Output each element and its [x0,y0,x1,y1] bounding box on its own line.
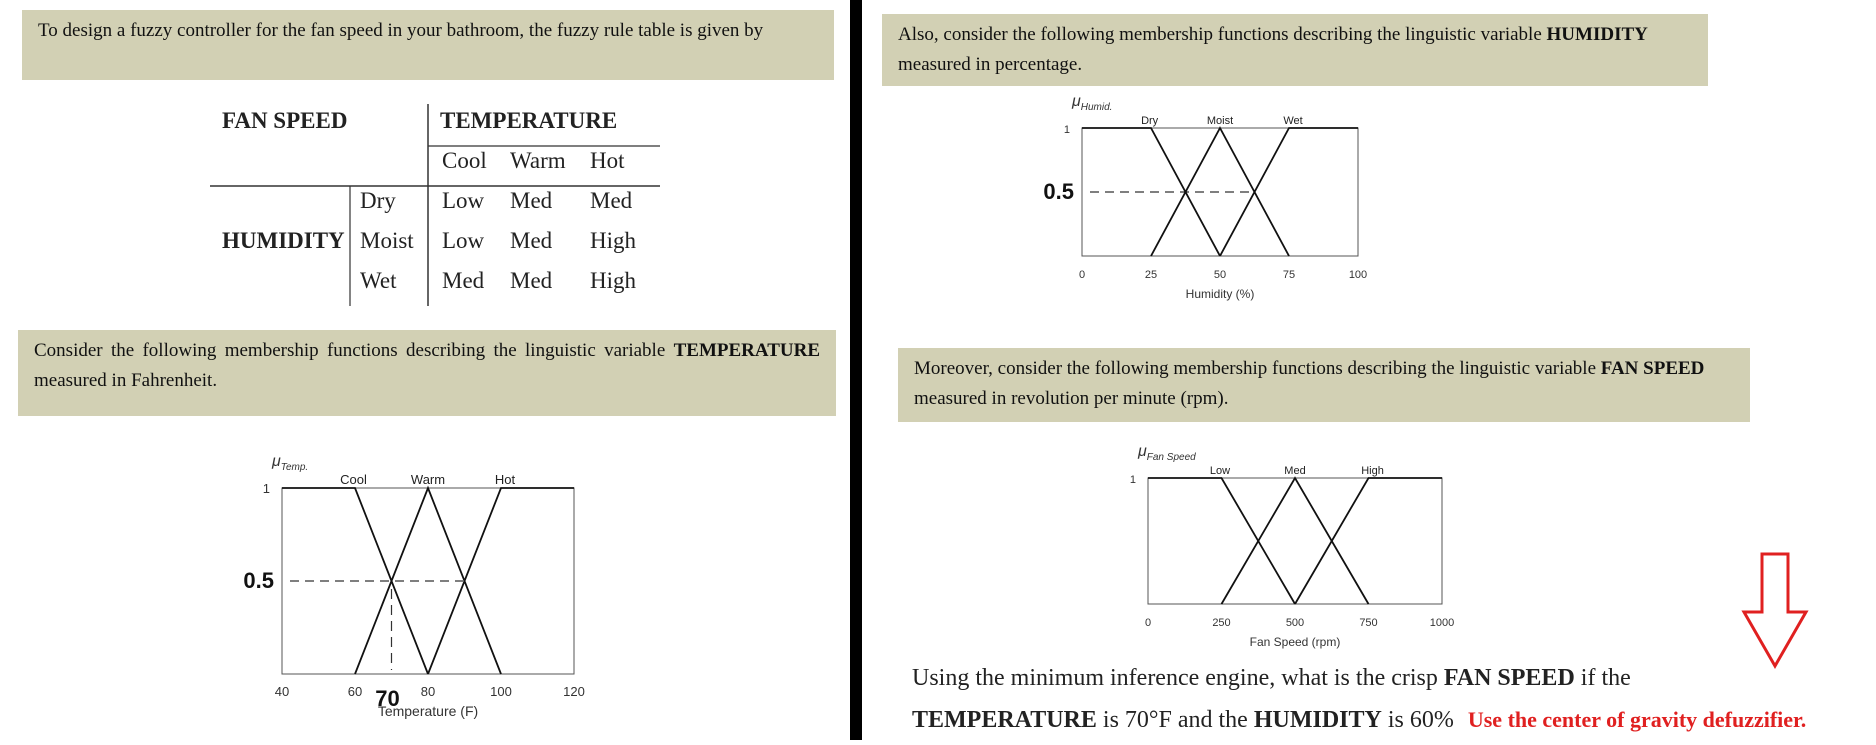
table-cell: High [590,268,636,293]
question-part: is 60% [1387,707,1454,733]
humidity-text-end: measured in percentage. [898,54,1083,75]
series-label: Dry [1141,115,1159,127]
humidity-text: Also, consider the following membership functions describing the linguistic variable [898,24,1542,45]
membership-line-hot [428,488,574,674]
x-tick-label: 1000 [1429,617,1455,629]
x-tick-label: 100 [490,684,512,699]
series-label: Low [1209,465,1231,477]
table-cell: High [590,228,636,253]
level-label: 0.5 [1043,179,1074,204]
plot-frame [1148,478,1442,604]
temperature-text-end: measured in Fahrenheit. [34,370,218,391]
x-tick-label: 750 [1359,617,1378,629]
membership-chart-svg [1102,440,1542,668]
fan-speed-banner [898,348,1750,422]
x-tick-label: 0 [1144,617,1152,629]
question-fan-speed: FAN SPEED [1443,665,1575,691]
table-cell: Med [510,188,553,213]
x-axis-label: Fan Speed (rpm) [1249,635,1341,649]
table-cell: Med [590,188,633,213]
membership-line-high [1295,478,1442,604]
table-row-label: Wet [360,268,397,293]
x-axis-label: Humidity (%) [1185,287,1255,301]
humidity-membership-chart [1032,92,1452,350]
x-tick-label: 50 [1213,269,1227,281]
membership-line-med [1222,478,1369,604]
marker-label: 70 [375,686,400,711]
table-row-label: Dry [360,188,396,213]
series-label: Moist [1206,115,1234,127]
x-tick-label: 500 [1285,617,1305,629]
x-tick-label: 40 [274,684,290,699]
question-part: is 70°F and the [1102,707,1248,733]
table-col-hot: Hot [590,148,625,173]
x-tick-label: 60 [347,684,363,699]
x-tick-label: 0 [1078,269,1086,281]
table-cell: Med [510,228,553,253]
x-tick-label: 120 [563,684,585,699]
fuzzy-rule-table [210,98,660,308]
question-humidity: HUMIDITY [1253,707,1382,733]
y-axis-label: $\mu_{Fan Speed}$ [1138,443,1196,463]
fan-speed-variable-name: FAN SPEED [1600,358,1705,379]
question-text [912,660,1872,696]
temperature-membership-chart [243,450,720,740]
left-panel [0,0,850,740]
series-label: Warm [410,472,446,487]
series-label: Cool [340,472,367,487]
table-cell: Low [442,228,485,253]
defuzzifier-instruction: Use the center of gravity defuzzifier. [1467,707,1807,732]
y-axis-label: $\mu_{Temp.}$ [272,453,309,473]
y-tick-label: 1 [262,481,270,496]
question-text-line2 [912,704,1872,736]
table-column-header: TEMPERATURE [440,108,618,133]
y-tick-label: 1 [1129,474,1136,486]
right-panel [862,0,1876,740]
table-cell: Med [510,268,553,293]
humidity-banner [882,14,1708,86]
fan-speed-membership-chart [1102,440,1542,668]
humidity-variable-name: HUMIDITY [1546,24,1648,45]
table-col-warm: Warm [510,148,566,173]
table-row-header: HUMIDITY [222,228,345,253]
series-label: High [1361,465,1384,477]
question-part: if the [1580,665,1631,691]
down-arrow-shape [1744,554,1806,666]
temperature-variable-name: TEMPERATURE [673,340,821,361]
fan-speed-text: Moreover, consider the following membership functions describing the linguistic variable [914,358,1597,379]
intro-banner [22,10,834,80]
series-label: Med [1284,465,1306,477]
temperature-text: Consider the following membership functions describing the linguistic variable [34,340,666,361]
panel-divider [850,0,862,740]
level-label: 0.5 [243,568,274,593]
table-cell: Low [442,188,485,213]
down-arrow-outline-icon [1740,552,1810,670]
x-tick-label: 80 [420,684,436,699]
table-grid-lines [210,98,660,308]
x-axis-label: Temperature (F) [377,703,479,719]
intro-text: To design a fuzzy controller for the fan speed in your bathroom, the fuzzy rule table is given by [38,20,764,41]
x-tick-label: 100 [1348,269,1368,281]
series-label: Hot [494,472,516,487]
table-row-label: Moist [360,228,414,253]
table-corner-label: FAN SPEED [222,108,348,133]
temperature-banner [18,330,836,416]
x-tick-label: 75 [1282,269,1296,281]
question-temperature: TEMPERATURE [912,707,1097,733]
y-axis-label: $\mu_{Humid.}$ [1072,93,1113,113]
membership-chart-svg [243,450,720,740]
fan-speed-text-end: measured in revolution per minute (rpm). [914,388,1229,409]
table-cell: Med [442,268,485,293]
membership-chart-svg [1032,92,1452,350]
question-part: Using the minimum inference engine, what is the crisp [912,665,1438,691]
x-tick-label: 25 [1144,269,1158,281]
x-tick-label: 250 [1212,617,1231,629]
membership-line-low [1148,478,1295,604]
table-col-cool: Cool [442,148,487,173]
y-tick-label: 1 [1063,124,1070,136]
series-label: Wet [1283,115,1303,127]
